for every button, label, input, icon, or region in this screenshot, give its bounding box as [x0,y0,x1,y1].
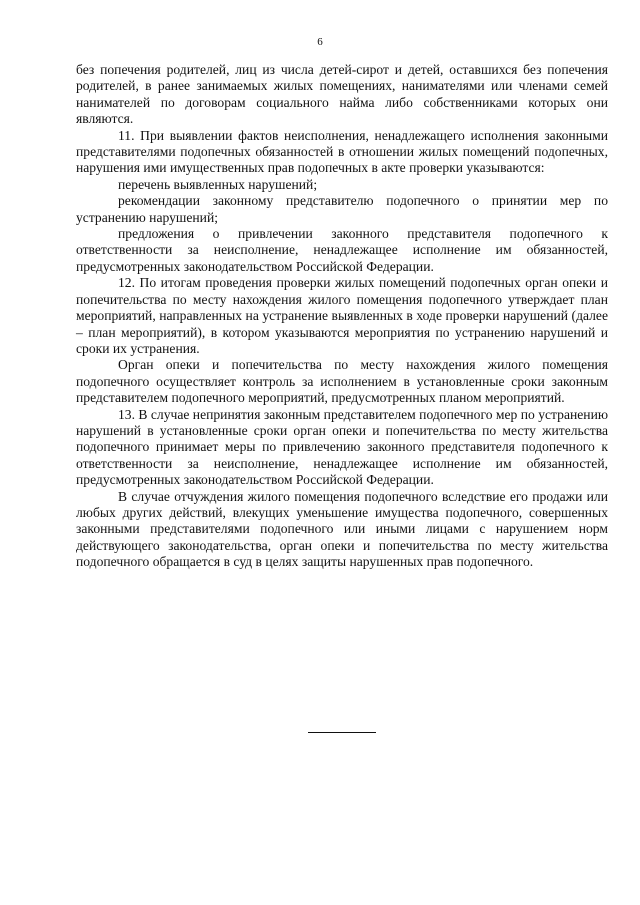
paragraph-alienation: В случае отчуждения жилого помещения подопечного вследствие его продажи или любых других действий, влекущих уменьшение имущества подопечного, совершенных законными представителями подопечного или иными лицами с нарушением норм действующего законодательства, орган опеки и попечительства по месту жительства подопечного обращается в суд в целях защиты нарушенных прав подопечного. [76,488,608,570]
page-number: 6 [317,36,323,48]
paragraph-clause-13: 13. В случае непринятия законным представителем подопечного мер по устранению нарушений в установленные сроки орган опеки и попечительства по месту жительства подопечного принимает меры по привлечению законного представителя подопечного к ответственности за неисполнение, ненадлежащее исполнение им обязанностей, предусмотренных законодательством Российской Федерации. [76,406,608,488]
paragraph-continuation: без попечения родителей, лиц из числа детей-сирот и детей, оставшихся без попечения родителей, в ранее занимаемых жилых помещениях, нанимателями или членами семей нанимателей по договорам социального найма либо собственниками которых они являются. [76,62,608,127]
paragraph-list-item-violations: перечень выявленных нарушений; [118,176,318,192]
paragraph-list-item-proposals: предложения о привлечении законного представителя подопечного к ответственности за неисполнение, ненадлежащее исполнение им обязанностей, предусмотренных законодательством Российской Федерации. [76,226,608,274]
document-body [76,62,608,571]
paragraph-clause-11: 11. При выявлении фактов неисполнения, ненадлежащего исполнения законными представителями подопечных обязанностей в отношении жилых помещений подопечных, нарушения ими имущественных прав подопечных в акте проверки указываются: [76,127,608,176]
paragraph-clause-12: 12. По итогам проведения проверки жилых помещений подопечных орган опеки и попечительства по месту нахождения жилого помещения подопечного утверждает план мероприятий, направленных на устранение выявленных в ходе проверки нарушений (далее – план мероприятий), в котором указываются мероприятия по устранению нарушений и сроки их устранения. [76,275,608,356]
paragraph-list-item-recommendations: рекомендации законному представителю подопечного о принятии мер по устранению нарушений; [76,193,608,225]
paragraph-control: Орган опеки и попечительства по месту нахождения жилого помещения подопечного осуществляет контроль за исполнением в установленные сроки законным представителем подопечного мероприятий, предусмотренных планом мероприятий. [76,357,608,406]
end-divider-line [308,732,376,733]
